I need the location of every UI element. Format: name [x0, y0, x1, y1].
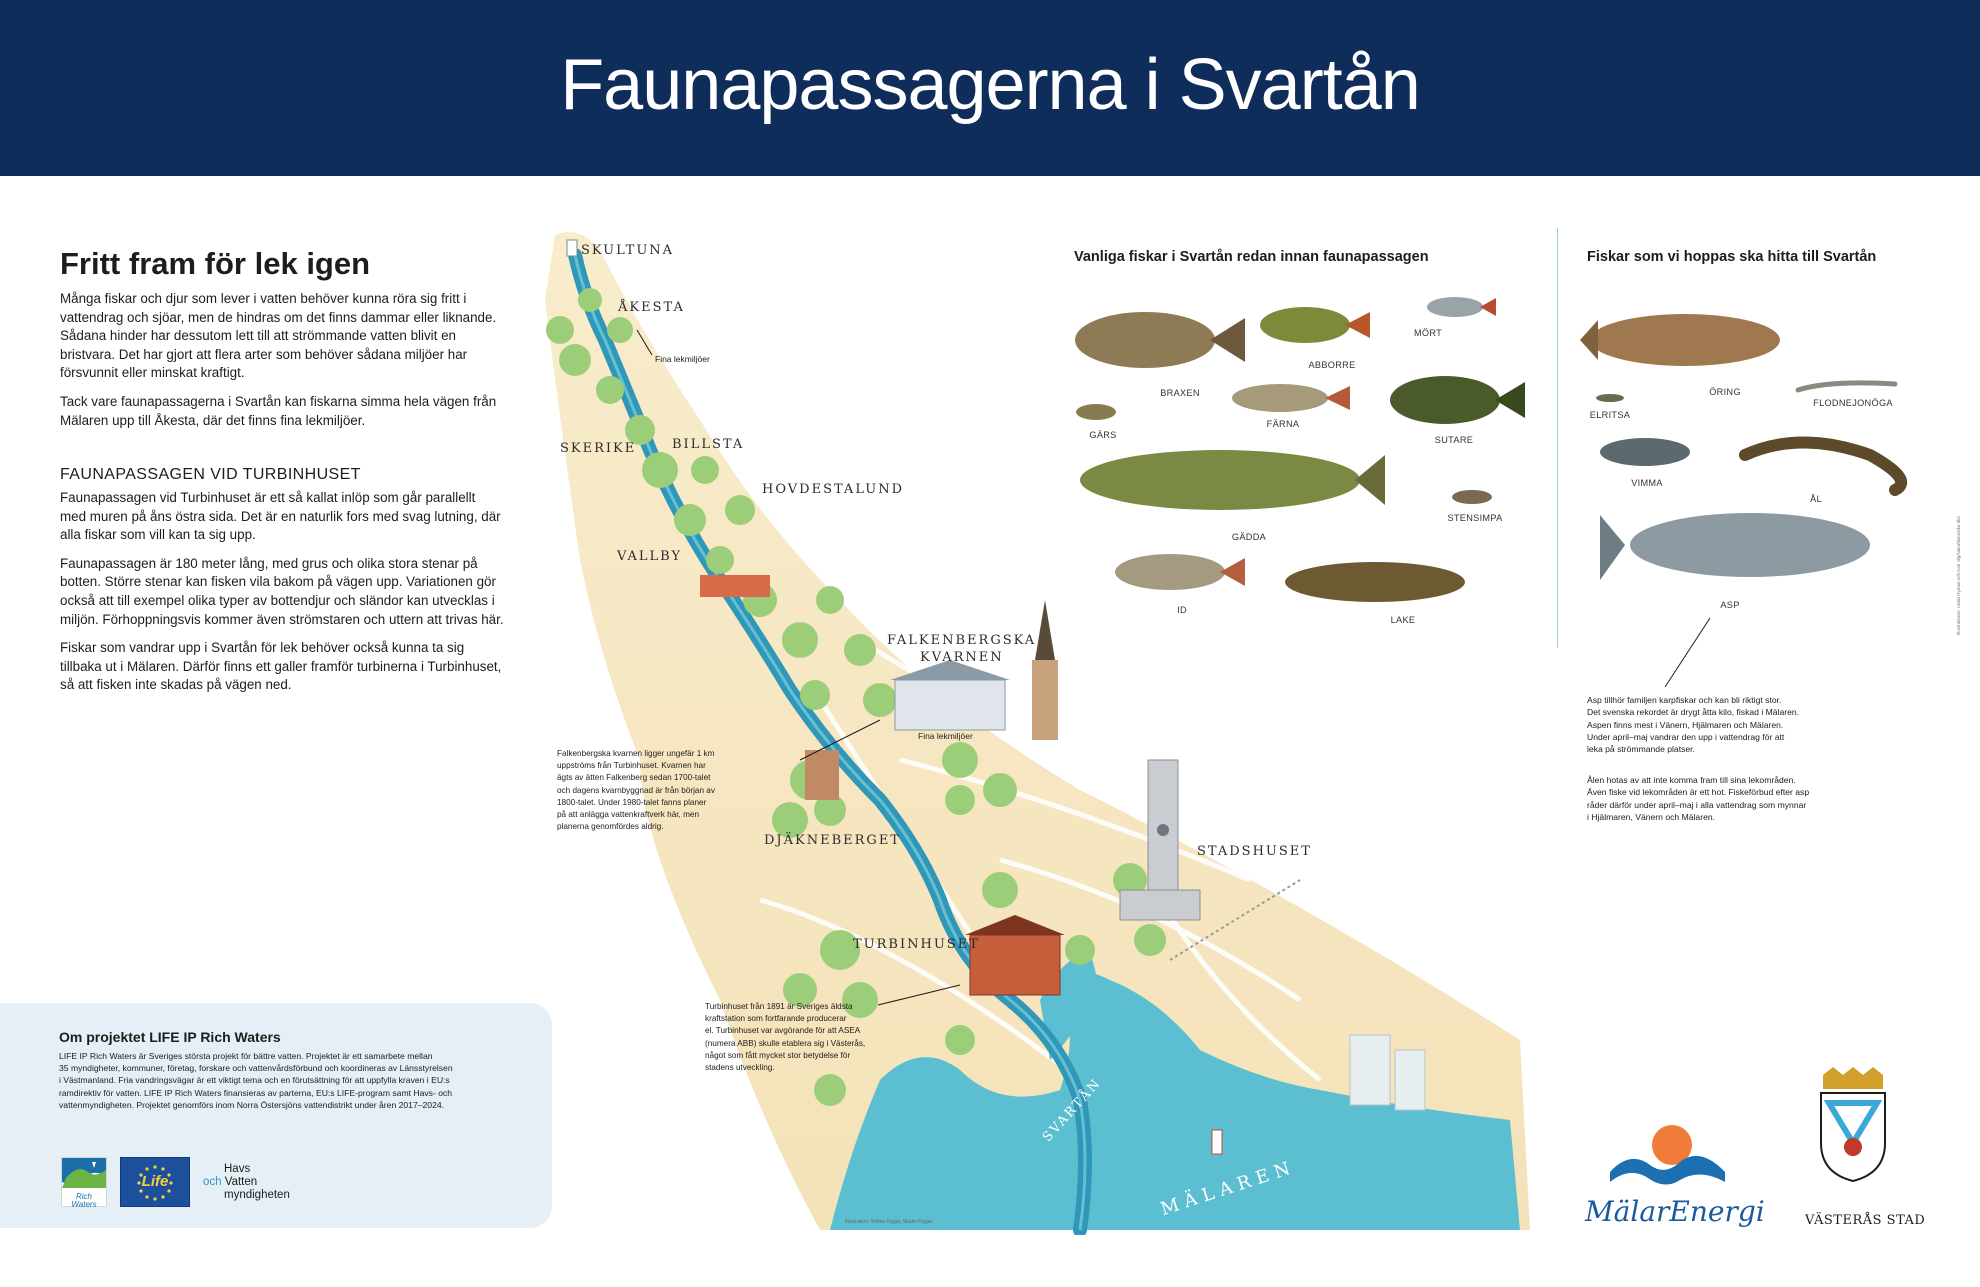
- label-vimma: VIMMA: [1631, 478, 1663, 488]
- life-line: 35 myndigheter, kommuner, företag, forskare och vattenvårdsförbund och koordineras av Länsstyrelsen: [59, 1063, 453, 1074]
- life-logo-text: Life: [141, 1173, 169, 1190]
- place-skerike: SKERIKE: [560, 441, 637, 456]
- common-fish-heading: Vanliga fiskar i Svartån redan innan faunapassagen: [1074, 249, 1429, 265]
- note-line: (numera ABB) skulle etablera sig i Västerås,: [705, 1038, 866, 1048]
- place-falkenbergska: FALKENBERGSKA: [887, 633, 1037, 648]
- place-djakneberget: DJÄKNEBERGET: [764, 833, 901, 848]
- fina-lekmiljoer-label-2: Fina lekmiljöer: [918, 731, 973, 741]
- malarenergi-logo-text: MälarEnergi: [1585, 1195, 1765, 1228]
- note-line: ägts av ätten Falkenberg sedan 1700-talet: [557, 773, 711, 783]
- vasteras-coat-of-arms: [1815, 1065, 1891, 1185]
- lighthouse: [1212, 1130, 1222, 1154]
- life-line: ramdirektiv för vatten. LIFE IP Rich Waters finansieras av parterna, EU:s LIFE-program samt Havs- och: [59, 1087, 453, 1098]
- life-line: LIFE IP Rich Waters är Sveriges största projekt för bättre vatten. Projektet är ett samarbete mellan: [59, 1051, 433, 1061]
- havs-text: Havs: [224, 1163, 251, 1175]
- rich-waters-text-2: Waters: [71, 1200, 97, 1209]
- mort-fish: [1427, 297, 1483, 317]
- lake-fish: [1285, 562, 1465, 602]
- och-text: och: [203, 1176, 222, 1188]
- note-line: något som fått mycket stor betydelse för: [705, 1050, 851, 1060]
- asp-line: Det svenska rekordet är drygt åtta kilo, fiskad i Mälaren.: [1587, 707, 1800, 718]
- note-line: uppströms från Turbinhuset. Kvarnen har: [557, 761, 706, 771]
- label-gadda: GÄDDA: [1231, 532, 1267, 542]
- place-svartan: SVARTÅN: [1040, 1075, 1105, 1146]
- life-project-text: [59, 1050, 539, 1111]
- malarenergi-logo-icon: [1610, 1120, 1730, 1200]
- vallby-buildings: [700, 575, 770, 597]
- vatten-text: Vatten: [224, 1176, 258, 1188]
- fina-lekmiljoer-label: Fina lekmiljöer: [655, 354, 710, 364]
- label-lake: LAKE: [1390, 615, 1416, 625]
- falkenberg-note: [557, 748, 747, 833]
- label-elritsa: ELRITSA: [1589, 410, 1631, 420]
- note-line: Turbinhuset från 1891 är Sveriges äldsta: [705, 1002, 853, 1011]
- label-farna: FÄRNA: [1266, 419, 1300, 429]
- flodnejonoga-fish: [1798, 383, 1895, 390]
- rich-waters-text-1: Rich: [75, 1192, 92, 1201]
- asp-line: Asp tillhör familjen karpfiskar och kan bli riktigt stor.: [1587, 695, 1782, 705]
- church-spire: [1035, 600, 1055, 660]
- side-credit: Illustrationer: Linda Nyman och Karl Jilg/Naturhistoriska riks: [1956, 516, 1961, 635]
- oring-fish: [1590, 314, 1780, 366]
- note-line: kraftstation som fortfarande producerar: [705, 1014, 847, 1024]
- sutare-fish: [1390, 376, 1500, 424]
- note-line: Falkenbergska kvarnen ligger ungefär 1 km: [557, 749, 715, 758]
- label-gars: GÄRS: [1089, 430, 1117, 440]
- place-billsta: BILLSTA: [672, 437, 745, 452]
- al-line: råder därför under april–maj i alla vattendrag som mynnar: [1587, 799, 1807, 810]
- rich-waters-logo: [61, 1157, 107, 1207]
- note-line: 1800-talet. Under 1980-talet fanns planer: [557, 797, 707, 807]
- intro-paragraph: Tack vare faunapassagerna i Svartån kan fiskarna simma hela vägen från Mälaren upp till Åkesta, där det finns fina lekmiljöer.: [60, 393, 497, 428]
- place-stadshuset: STADSHUSET: [1197, 844, 1312, 859]
- djakneberget-tower: [805, 750, 839, 800]
- asp-line: Under april–maj vandrar den upp i vattendrag för att: [1587, 731, 1785, 742]
- gadda-fish: [1080, 450, 1360, 510]
- al-line: Ålen hotas av att inte komma fram till sina lekområden.: [1587, 775, 1796, 785]
- page-title: Faunapassagerna i Svartån: [560, 45, 1420, 125]
- stensimpa-fish: [1452, 490, 1492, 504]
- note-line: el. Turbinhuset var avgörande för att ASEA: [705, 1026, 861, 1036]
- al-fish: [1745, 443, 1901, 491]
- label-id: ID: [1177, 605, 1187, 615]
- id-fish: [1115, 554, 1225, 590]
- label-al: ÅL: [1810, 494, 1822, 504]
- hoped-fish-heading: Fiskar som vi hoppas ska hitta till Svartån: [1587, 249, 1877, 265]
- label-mort: MÖRT: [1413, 328, 1443, 338]
- vasteras-logo-text: VÄSTERÅS STAD: [1805, 1213, 1926, 1228]
- farna-fish: [1232, 384, 1328, 412]
- map-credit: Illustration: Tobias Flygar, Studio Flygar: [845, 1219, 933, 1225]
- vimma-fish: [1600, 438, 1690, 466]
- intro-paragraph: Många fiskar och djur som lever i vatten behöver kunna röra sig fritt i vattendrag och sjöar, men de hindras om det finns dammar eller liknande. Sådana hinder har dessutom lett till att strömmande vatten blivit en bristvara. Det har gjort att flera arter som behöver sådana miljöer har försvunnit eller minskat kraftigt.: [60, 291, 497, 381]
- note-line: och dagens kvarnbyggnad är från början av: [557, 785, 715, 795]
- note-line: på att anlägga vattenkraftverk här, men: [557, 810, 700, 820]
- life-line: vattenmyndigheten. Projektet genomförs inom Norra Östersjöns vattendistrikt under åren 2017–2024.: [59, 1099, 445, 1110]
- section-paragraph: Faunapassagen vid Turbinhuset är ett så kallat inlöp som går parallellt med muren på åns östra sida. Det är en naturlik fors med svag lutning, där alla fiskar som vill kan ta sig upp.: [60, 490, 501, 543]
- turbinhuset-section-heading: FAUNAPASSAGEN VID TURBINHUSET: [60, 466, 361, 483]
- gars-fish: [1076, 404, 1116, 420]
- label-abborre: ABBORRE: [1308, 360, 1356, 370]
- place-malaren: MÄLAREN: [1158, 1156, 1299, 1220]
- common-fish-illustrations: [1070, 290, 1560, 630]
- turbin-note: [705, 1001, 895, 1074]
- note-line: stadens utveckling.: [705, 1063, 775, 1073]
- abborre-fish: [1260, 307, 1350, 343]
- life-project-heading: Om projektet LIFE IP Rich Waters: [59, 1029, 281, 1045]
- asp-line: Aspen finns mest i Vänern, Hjälmaren och Mälaren.: [1587, 719, 1784, 730]
- note-line: planerna genomfördes aldrig.: [557, 822, 664, 832]
- label-sutare: SUTARE: [1434, 435, 1474, 445]
- myndigheten-text: myndigheten: [224, 1189, 290, 1201]
- falkenbergska-building: [895, 680, 1005, 730]
- section-divider: [1557, 228, 1558, 648]
- skultuna-church: [567, 240, 577, 256]
- label-oring: ÖRING: [1709, 387, 1741, 397]
- label-asp: ASP: [1720, 600, 1740, 610]
- life-line: i Västmanland. Fria vandringsvägar är ett viktigt tema och en förutsättning för att uppfylla kraven i EU:s: [59, 1075, 450, 1086]
- place-vallby: VALLBY: [617, 549, 683, 564]
- al-line: i Hjälmaren, Vänern och Mälaren.: [1587, 811, 1716, 822]
- asp-fish: [1630, 513, 1870, 577]
- asp-text: [1587, 694, 1907, 755]
- label-braxen: BRAXEN: [1160, 388, 1200, 398]
- braxen-fish: [1075, 312, 1215, 368]
- section-paragraph: Fiskar som vandrar upp i Svartån för lek behöver också kunna ta sig tillbaka ut i Mälaren. Därför finns ett galler framför turbinerna i Turbinhuset, så att fisken inte skadas på vägen ned.: [60, 640, 502, 693]
- eu-life-logo: [120, 1157, 190, 1207]
- elritsa-fish: [1596, 394, 1624, 402]
- place-hovdestalund: HOVDESTALUND: [762, 482, 904, 497]
- rich-waters-icon: [62, 1158, 106, 1188]
- al-text: [1587, 774, 1907, 823]
- label-flodnejonoga: FLODNEJONÖGA: [1813, 398, 1893, 408]
- section-paragraph: Faunapassagen är 180 meter lång, med grus och olika stora stenar på botten. Större stenar kan fisken vila bakom på vägen upp. Variationen gör också att till exempel olika typer av bottendjur och sländor kan utvecklas i miljön. Förhoppningsvis kommer även strömstaren och uttern att trivas här.: [60, 555, 504, 627]
- label-stensimpa: STENSIMPA: [1447, 513, 1503, 523]
- havs-vatten-logo: [203, 1163, 290, 1202]
- al-line: Även fiske vid lekområden är ett hot. Fiskeförbud efter asp: [1587, 787, 1810, 798]
- place-akesta: ÅKESTA: [618, 300, 685, 315]
- intro-text: [60, 290, 505, 430]
- place-turbinhuset: TURBINHUSET: [853, 937, 980, 952]
- hoped-fish-illustrations: [1580, 295, 1930, 595]
- asp-line: leka på strömmande platser.: [1587, 744, 1695, 755]
- place-skultuna: SKULTUNA: [581, 243, 675, 258]
- highrise-building: [1350, 1035, 1390, 1105]
- turbinhuset-building: [970, 935, 1060, 995]
- place-kvarnen: KVARNEN: [920, 650, 1004, 665]
- intro-heading: Fritt fram för lek igen: [60, 246, 371, 281]
- asp-leader-line: [1620, 615, 1720, 695]
- turbinhuset-section-text: [60, 489, 505, 695]
